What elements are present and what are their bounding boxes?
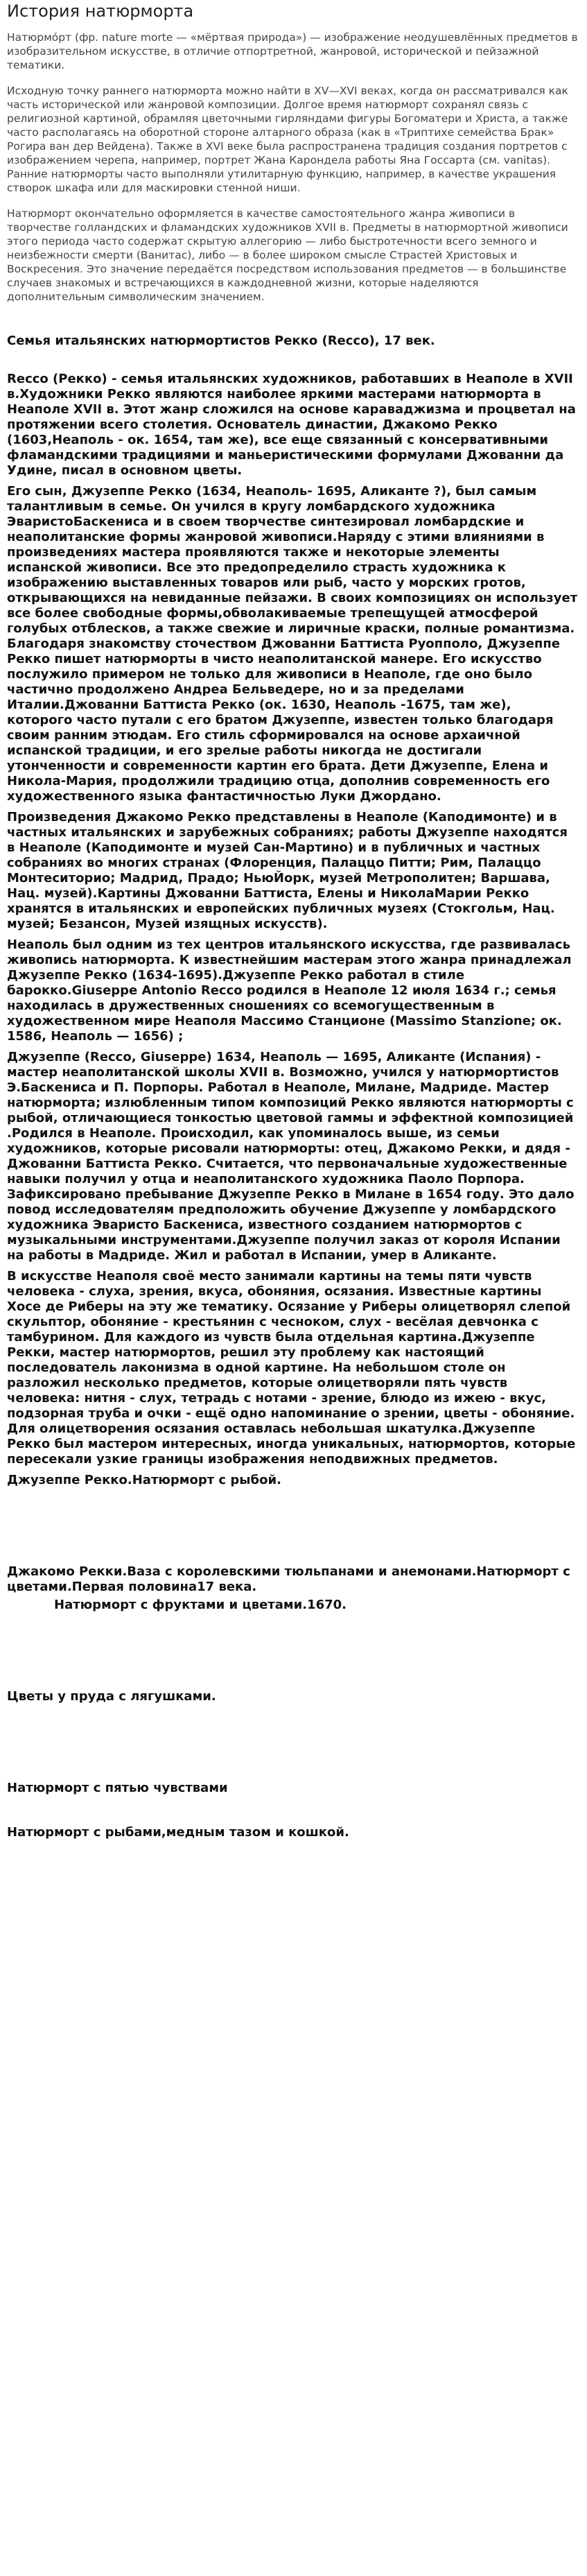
body-section: [7, 372, 579, 1467]
body-paragraph: В искусстве Неаполя своё место занимали картины на темы пяти чувств человека - слуха, зрения, вкуса, обоняния, осязания. Известные картины Хосе де Риберы на эту же тематику. Осязание у Риберы олицетворял слепой скульптор, обоняние - крестьянин с чесноком, слух - весёлая девчонка с тамбурином. Для каждого из чувств была отдельная картина.Джузеппе Рекки, мастер натюрмортов, решил эту проблему как настоящий последователь лаконизма в одной картине. На небольшом столе он разложил несколько предметов, которые олицетворяли пять чувств человека: нитня - слух, тетрадь с нотами - зрение, блюдо из ижею - вкус, подзорная труба и очки - ещё одно напоминание о зрении, цветы - обоняние. Для олицетворения осязания оставлась небольшая шкатулка.Джузеппе Рекко был мастером интересных, иногда уникальных, натюрмортов, которые пересекали узкие границы изображения неподвижных предметов.: [7, 1269, 576, 1467]
intro-paragraph: Натюрмо́рт (фр. nature morte — «мёртвая природа») — изображение неодушевлённых предметов в изобразительном искусстве, в отличие отпортретной, жанровой, исторической и пейзажной тематики.: [7, 31, 578, 71]
body-paragraph: Неаполь был одним из тех центров итальянского искусства, где развивалась живопись натюрморта. К известнейшим мастерам этого жанра принадлежал Джузеппе Рекко (1634-1695).Джузеппе Рекко работал в стиле барокко.Giuseppe Antonio Recco родился в Неаполе 12 июля 1634 г.; семья находилась в дружественных сношениях со всемогущественным в художественном мире Неаполя Массимо Станционе (Massimo Stanzione; ок. 1586, Неаполь — 1656) ;: [7, 937, 572, 1044]
body-paragraph: Его сын, Джузеппе Рекко (1634, Неаполь- 1695, Аликанте ?), был самым талантливым в семье. Он учился в кругу ломбардского художника ЭваристоБаскениса и в своем творчестве синтезировал ломбардские и неаполитанские формы жанровой живописи.Наряду с этими влияниями в произведениях мастера проявляются также и некоторые элементы испанской живописи. Все это предопределило страсть художника к изображению выставленных товаров или рыб, часто у морских гротов, открывающихся на невиданные пейзажи. В своих композициях он использует все более свободные формы,обволакиваемые трепещущей атмосферой голубых отблесков, а также свежие и лиричные краски, полные романтизма. Благодаря знакомству сточеством Джованни Баттиста Руопполо, Джузеппе Рекко пишет натюрморты в чисто неаполитанской манере. Его искусство послужило примером не только для живописи в Неаполе, где оно было частично продолжено Андреа Бельведере, но и за пределами Италии.Джованни Баттиста Рекко (ок. 1630, Неаполь -1675, там же), которого часто путали с его братом Джузеппе, известен только благодаря своим ранним этюдам. Его стиль сформировался на основе архаичной испанской традиции, и его зрелые работы никогда не достигали утонченности и современности картин его брата. Дети Джузеппе, Елена и Никола-Мария, продолжили традицию отца, дополнив современность его художественного языка фантастичностью Луки Джордано.: [7, 484, 578, 804]
intro-paragraph: Исходную точку раннего натюрморта можно найти в XV—XVI веках, когда он рассматривался как часть исторической или жанровой композиции. Долгое время натюрморт сохранял связь с религиозной картиной, обрамляя цветочными гирляндами фигуры Богоматери и Христа, а также часто располагаясь на оборотной стороне алтарного образа (как в «Триптихе семейства Брак» Рогира ван дер Вейдена). Также в XVI веке была распространена традиция создания портретов с изображением черепа, например, портрет Жана Карондела работы Яна Госсарта (см. vanitas). Ранние натюрморты часто выполняли утилитарную функцию, например, в качестве украшения створок шкафа или для маскировки стенной ниши.: [7, 85, 568, 194]
image-caption: Натюрморт с пятью чувствами: [7, 1781, 228, 1795]
body-paragraph: Джузеппе (Recco, Giuseppe) 1634, Неаполь — 1695, Аликанте (Испания) - мастер неаполитанской школы XVII в. Возможно, учился у натюрмортистов Э.Баскениса и П. Порпоры. Работал в Неаполе, Милане, Мадриде. Мастер натюрморта; излюбленным типом композиций Рекко являются натюрморты с рыбой, отличающиеся тонкостью цветовой гаммы и эффектной композицией .Родился в Неаполе. Происходил, как упоминалось выше, из семьи художников, которые рисовали натюрморты: отец, Джакомо Рекки, и дядя - Джованни Баттиста Рекко. Считается, что первоначальные художественные навыки получил у отца и неаполитанского художника Паоло Порпора. Зафиксировано пребывание Джузеппе Рекко в Милане в 1654 году. Это дало повод исследователям предположить обучение Джузеппе у ломбардского художника Эваристо Баскениса, известного созданием натюрмортов с музыкальными инструментами.Джузеппе получил заказ от короля Испании на работы в Мадриде. Жил и работал в Испании, умер в Аликанте.: [7, 1050, 575, 1263]
body-paragraph: Произведения Джакомо Рекко представлены в Неаполе (Каподимонте) и в частных итальянских и зарубежных собраниях; работы Джузеппе находятся в Неаполе (Каподимонте и музей Сан-Мартино) и в публичных и частных собраниях во многих странах (Флоренция, Палаццо Питти; Рим, Палаццо Монтеситорио; Мадрид, Прадо; НьюЙорк, музей Метрополитен; Варшава, Нац. музей).Картины Джованни Баттиста, Елены и НиколаМарии Рекко хранятся в итальянских и европейских публичных музеях (Стокгольм, Нац. музей; Безансон, Музей изящных искусств).: [7, 810, 568, 931]
image-caption: Джакомо Рекки.Ваза с королевскими тюльпанами и анемонами.Натюрморт с цветами.Первая половина17 века.: [7, 1564, 570, 1594]
intro-section: [7, 31, 579, 304]
body-paragraph: Recco (Рекко) - семья итальянских художников, работавших в Неаполе в XVII в.Художники Рекко являются наиболее яркими мастерами натюрморта в Неаполе XVII в. Этот жанр сложился на основе караваджизма и процветал на протяжении всего столетия. Основатель династии, Джакомо Рекко (1603,Неаполь - ок. 1654, там же), все еще связанный с консервативными фламандскими традициями и маньеристическими формулами Джованни да Удине, писал в основном цветы.: [7, 372, 576, 478]
image-caption: Цветы у пруда с лягушками.: [7, 1689, 216, 1704]
image-caption: Джузеппе Рекко.Натюрморт с рыбой.: [7, 1473, 281, 1487]
image-caption: Натюрморт с рыбами,медным тазом и кошкой.: [7, 1825, 349, 1840]
section-heading: Семья итальянских натюрмортистов Рекко (Recco), 17 век.: [7, 334, 435, 348]
intro-paragraph: Натюрморт окончательно оформляется в качестве самостоятельного жанра живописи в творчестве голландских и фламандских художников XVII в. Предметы в натюрмортной живописи этого периода часто содержат скрытую аллегорию — либо быстротечности всего земного и неизбежности смерти (Ванитас), либо — в более широком смысле Страстей Христовых и Воскресения. Это значение передаётся посредством использования предметов — в большинстве случаев знакомых и встречающихся в каждодневной жизни, которые наделяются дополнительным символическим значением.: [7, 207, 568, 303]
image-caption: Натюрморт с фруктами и цветами.1670.: [54, 1598, 347, 1612]
page-title: История натюрморта: [7, 1, 194, 21]
